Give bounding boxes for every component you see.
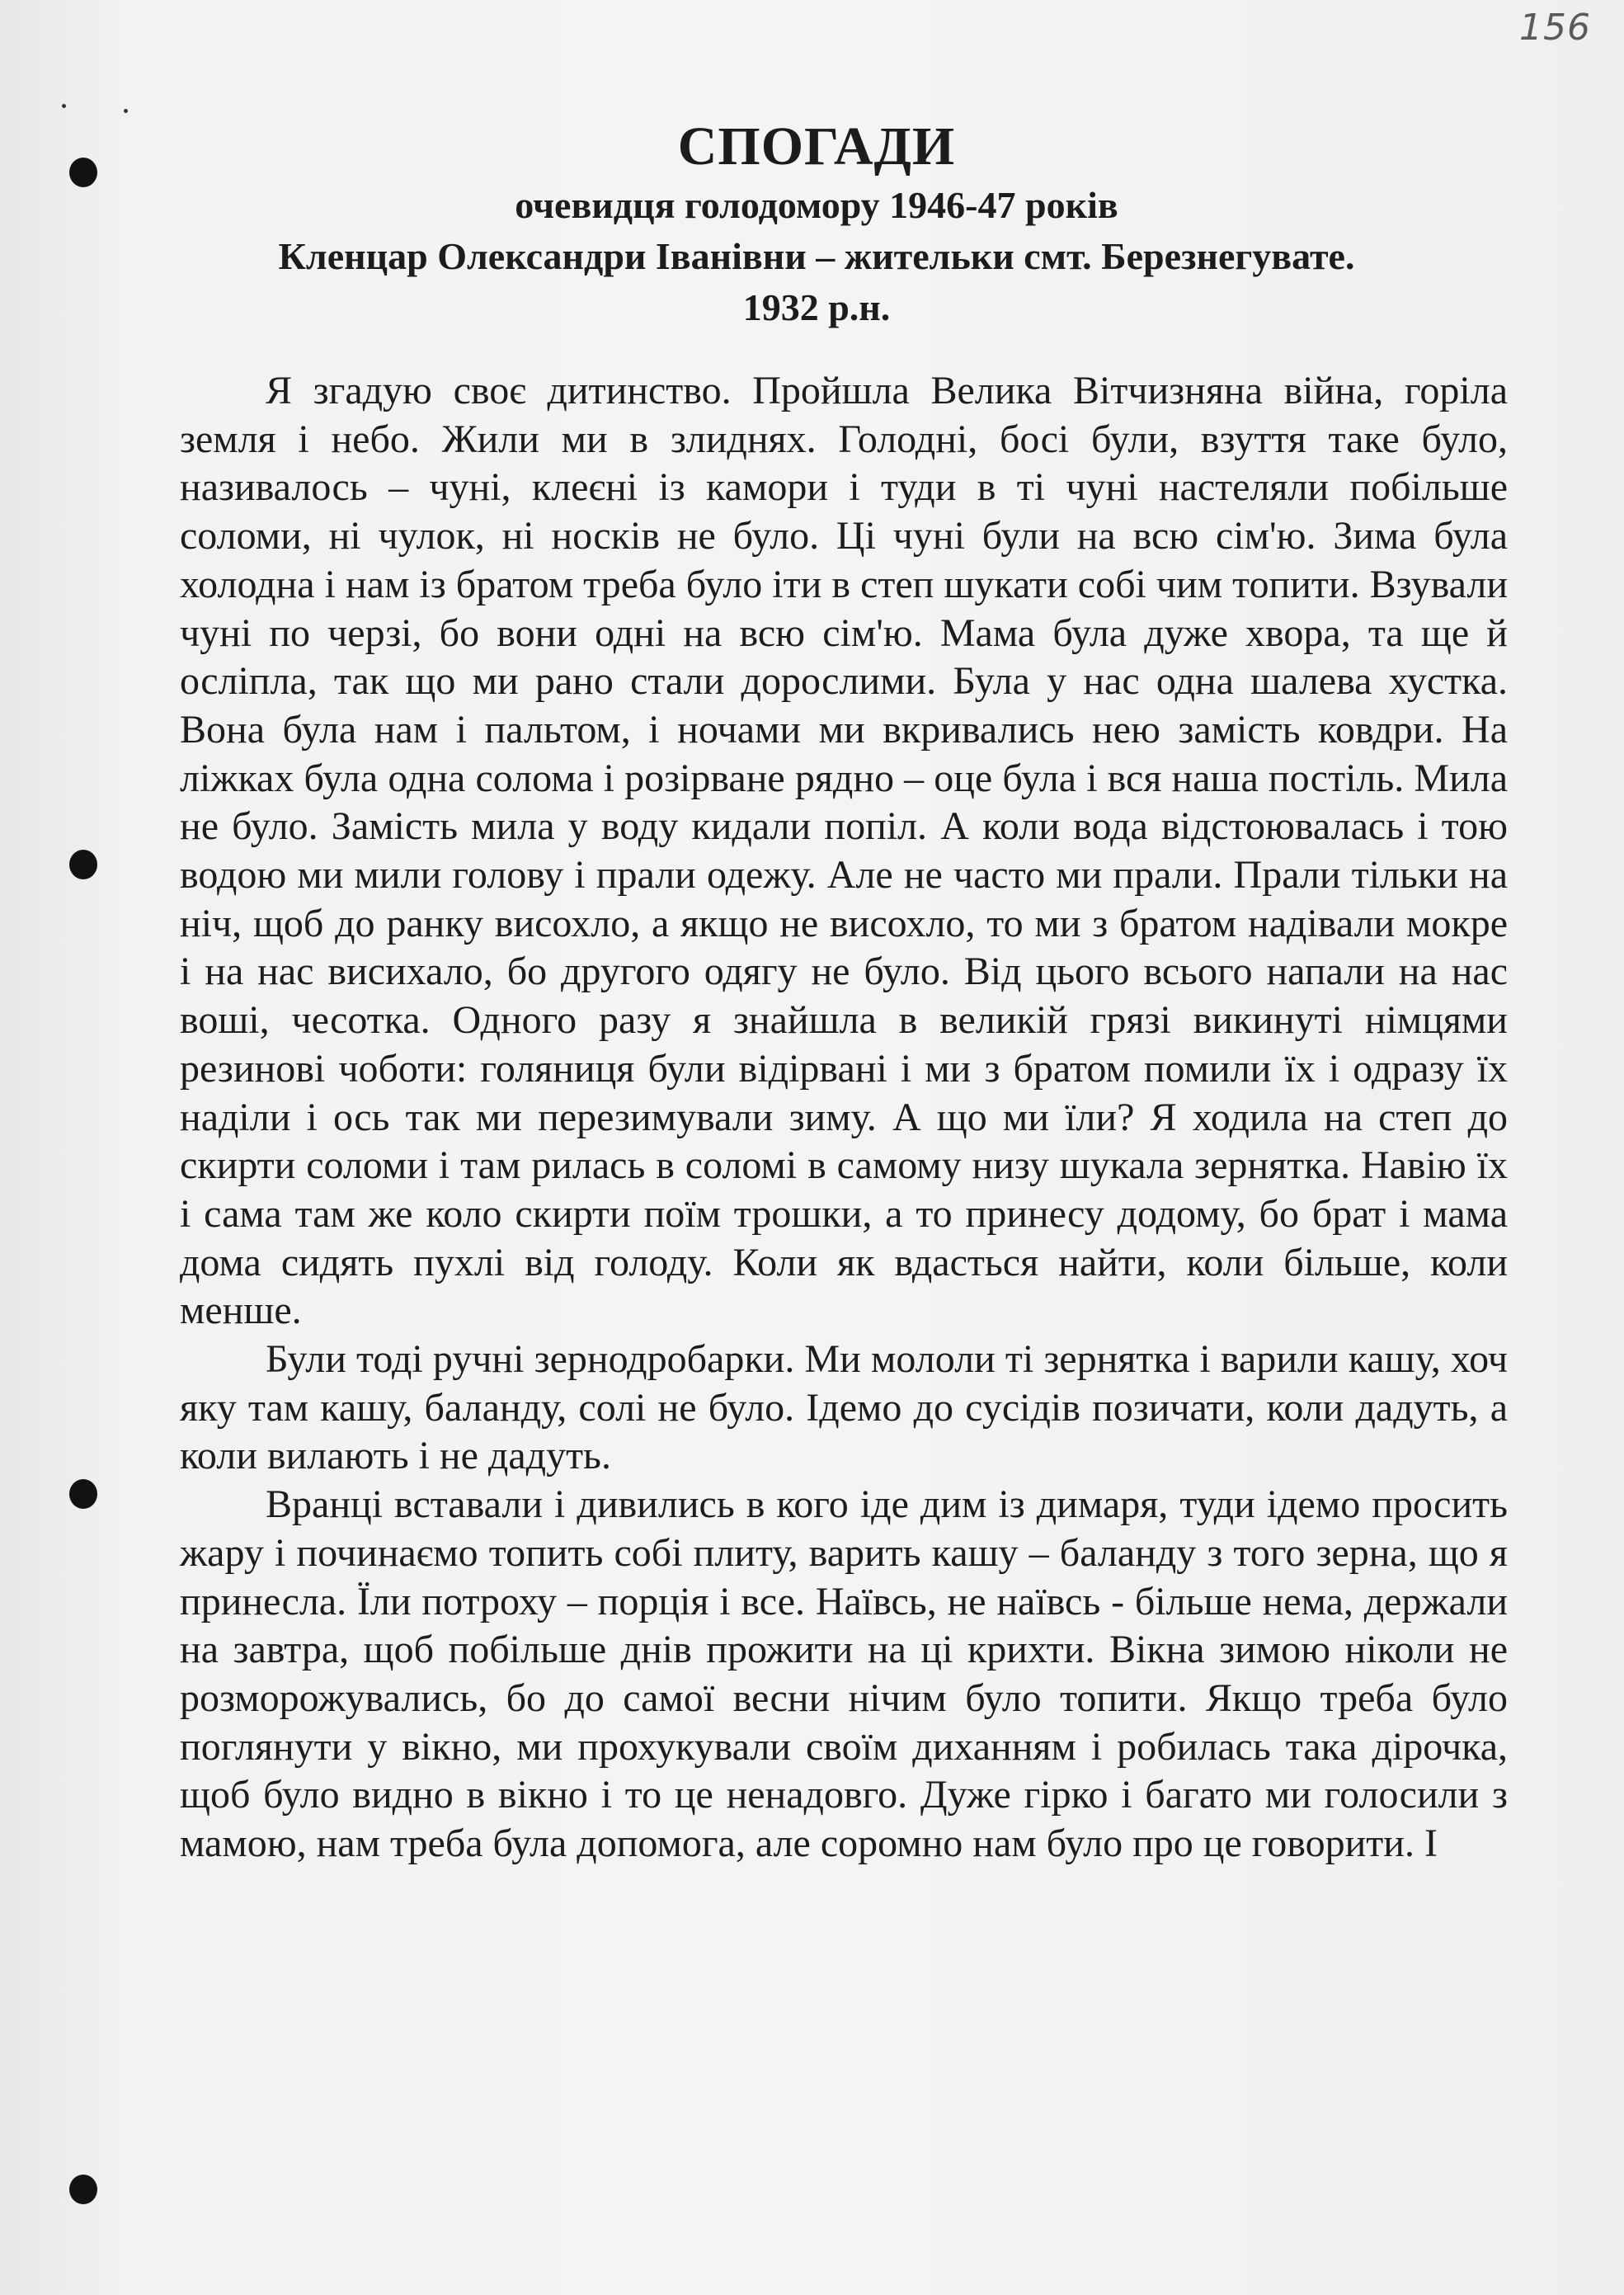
- document-subtitle-line-3: 1932 р.н.: [742, 286, 891, 328]
- document-title: СПОГАДИ: [677, 116, 956, 177]
- memoir-paragraph-3: Вранці вставали і дивились в кого іде дим із димаря, туди ідемо просить жару і починаємо топить собі плиту, варить кашу – баланду з того зерна, що я принесла. Їли потроху – порція і все. Наївсь, не наївсь - більше нема, держали на завтра, щоб побільше днів прожити на ці крихти. Вікна зимою ніколи не розморожувались, бо до самої весни нічим було топити. Якщо треба було поглянути у вікно, ми прохукували своїм диханням і робилась така дірочка, щоб було видно в вікно і то це ненадовго. Дуже гірко і багато ми голосили з мамою, нам треба була допомога, але соромно нам було про це говорити. І: [180, 1482, 1508, 1866]
- paper-speck: [124, 109, 128, 113]
- punch-hole: [69, 1479, 97, 1509]
- document-subtitle-line-1: очевидця голодомору 1946-47 років: [515, 184, 1118, 226]
- memoir-paragraph-2: Були тоді ручні зернодробарки. Ми мололи ті зернятка і варили кашу, хоч яку там кашу, баланду, солі не було. Ідемо до сусідів позичати, коли дадуть, а коли вилають і не дадуть.: [180, 1337, 1508, 1478]
- punch-hole: [69, 850, 97, 879]
- archive-page-number: 156: [1519, 7, 1591, 49]
- document-header: [124, 114, 1509, 333]
- document-subtitle-line-2: Кленцар Олександри Іванівни – жительки смт. Березнегувате.: [278, 235, 1355, 277]
- memoir-paragraph-1: Я згадую своє дитинство. Пройшла Велика Вітчизняна війна, горіла земля і небо. Жили ми в злиднях. Голодні, босі були, взуття таке було, називалось – чуні, клеєні із камори і туди в ті чуні настеляли побільше соломи, ні чулок, ні носків не було. Ці чуні були на всю сім'ю. Зима була холодна і нам із братом треба було іти в степ шукати собі чим топити. Взували чуні по черзі, бо вони одні на всю сім'ю. Мама була дуже хвора, та ще й осліпла, так що ми рано стали дорослими. Була у нас одна шалева хустка. Вона була нам і пальтом, і ночами ми вкривались нею замість ковдри. На ліжках була одна солома і розірване рядно – оце була і вся наша постіль. Мила не було. Замість мила у воду кидали попіл. А коли вода відстоювалась і тою водою ми мили голову і прали одежу. Але не часто ми прали. Прали тільки на ніч, щоб до ранку висохло, а якщо не висохло, то ми з братом надівали мокре і на нас висихало, бо другого одягу не було. Від цього всього напали на нас воші, чесотка. Одного разу я знайшла в великій грязі викинуті німцями резинові чоботи: голяниця були відірвані і ми з братом помили їх і одразу їх наділи і ось так ми перезимували зиму. А що ми їли? Я ходила на степ до скирти соломи і там рилась в соломі в самому низу шукала зернятка. Навію їх і сама там же коло скирти поїм трошки, а то принесу додому, бо брат і мама дома сидять пухлі від голоду. Коли як вдасться найти, коли більше, коли менше.: [180, 369, 1508, 1333]
- punch-hole: [69, 158, 97, 187]
- memoir-body: [180, 367, 1508, 1869]
- paper-speck: [62, 104, 66, 108]
- punch-hole: [69, 2175, 97, 2204]
